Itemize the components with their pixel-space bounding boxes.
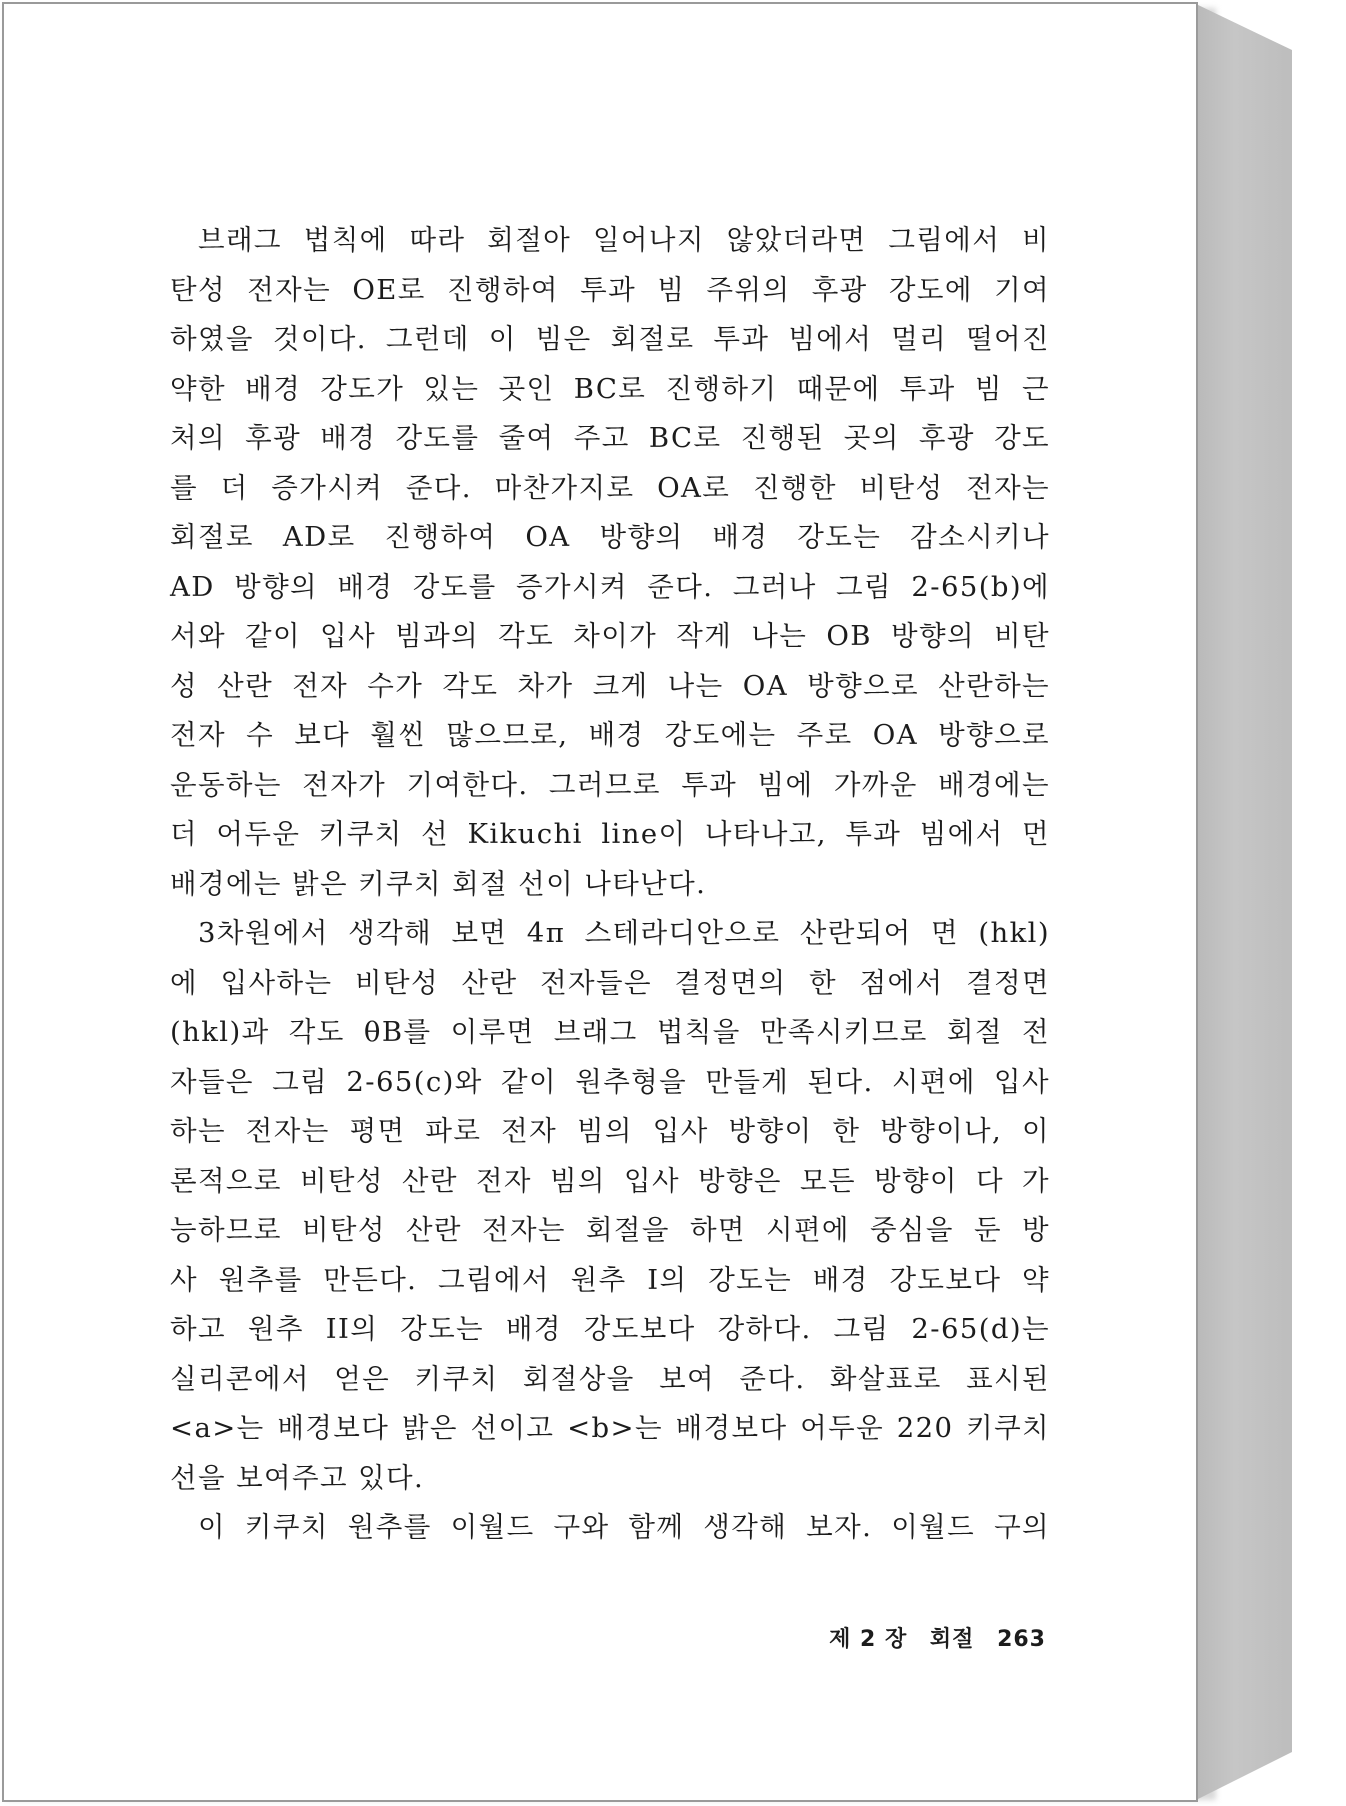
paragraph-3: [170, 1503, 1050, 1553]
text-line: 론적으로 비탄성 산란 전자 빔의 입사 방향은 모든 방향이 다 가: [170, 1164, 1050, 1197]
book-page: [2, 2, 1198, 1802]
paragraph-2: [170, 909, 1050, 1503]
chapter-number: 제 2 장: [829, 1627, 908, 1652]
page-footer: [815, 1622, 1046, 1653]
text-line: <a>는 배경보다 밝은 선이고 <b>는 배경보다 어두운 220 키쿠치: [170, 1412, 1050, 1444]
text-line: 브래그 법칙에 따라 회절아 일어나지 않았더라면 그림에서 비: [198, 224, 1050, 256]
text-line: 자들은 그림 2-65(c)와 같이 원추형을 만들게 된다. 시편에 입사: [170, 1065, 1050, 1098]
text-line: 하였을 것이다. 그런데 이 빔은 회절로 투과 빔에서 멀리 떨어진: [170, 323, 1050, 355]
text-line: 를 더 증가시켜 준다. 마찬가지로 OA로 진행한 비탄성 전자는: [170, 471, 1050, 504]
text-line: 운동하는 전자가 기여한다. 그러므로 투과 빔에 가까운 배경에는: [170, 768, 1050, 801]
text-line: 탄성 전자는 OE로 진행하여 투과 빔 주위의 후광 강도에 기여: [170, 273, 1050, 306]
text-line: 더 어두운 키쿠치 선 Kikuchi line이 나타나고, 투과 빔에서 먼: [170, 818, 1050, 850]
text-line: 처의 후광 배경 강도를 줄여 주고 BC로 진행된 곳의 후광 강도: [170, 422, 1050, 454]
text-line: 회절로 AD로 진행하여 OA 방향의 배경 강도는 감소시키나: [170, 521, 1050, 553]
text-line: 능하므로 비탄성 산란 전자는 회절을 하면 시편에 중심을 둔 방: [170, 1214, 1050, 1246]
text-line: 실리콘에서 얻은 키쿠치 회절상을 보여 준다. 화살표로 표시된: [170, 1362, 1050, 1395]
body-text: [170, 216, 1050, 1553]
text-line: 이 키쿠치 원추를 이월드 구와 함께 생각해 보자. 이월드 구의: [198, 1511, 1050, 1543]
text-line: 전자 수 보다 훨씬 많으므로, 배경 강도에는 주로 OA 방향으로: [170, 719, 1050, 751]
text-line: 서와 같이 입사 빔과의 각도 차이가 작게 나는 OB 방향의 비탄: [170, 620, 1050, 652]
text-line: 3차원에서 생각해 보면 4π 스테라디안으로 산란되어 면 (hkl): [198, 917, 1050, 949]
chapter-title: 회절: [929, 1627, 975, 1652]
text-line: 성 산란 전자 수가 각도 차가 크게 나는 OA 방향으로 산란하는: [170, 669, 1050, 702]
text-line: 에 입사하는 비탄성 산란 전자들은 결정면의 한 점에서 결정면: [170, 966, 1050, 999]
page-number: 263: [997, 1627, 1046, 1652]
paragraph-1: [170, 216, 1050, 909]
text-line: AD 방향의 배경 강도를 증가시켜 준다. 그러나 그림 2-65(b)에: [170, 570, 1050, 603]
text-line: 선을 보여주고 있다.: [170, 1461, 425, 1494]
text-line: 사 원추를 만든다. 그림에서 원추 I의 강도는 배경 강도보다 약: [170, 1263, 1050, 1296]
book-page-edge: [1196, 4, 1292, 1800]
text-line: 약한 배경 강도가 있는 곳인 BC로 진행하기 때문에 투과 빔 근: [170, 372, 1050, 405]
text-line: 하는 전자는 평면 파로 전자 빔의 입사 방향이 한 방향이나, 이: [170, 1115, 1050, 1147]
text-line: 하고 원추 II의 강도는 배경 강도보다 강하다. 그림 2-65(d)는: [170, 1313, 1050, 1345]
text-line: (hkl)과 각도 θB를 이루면 브래그 법칙을 만족시키므로 회절 전: [170, 1016, 1050, 1048]
text-line: 배경에는 밝은 키쿠치 회절 선이 나타난다.: [170, 867, 707, 900]
